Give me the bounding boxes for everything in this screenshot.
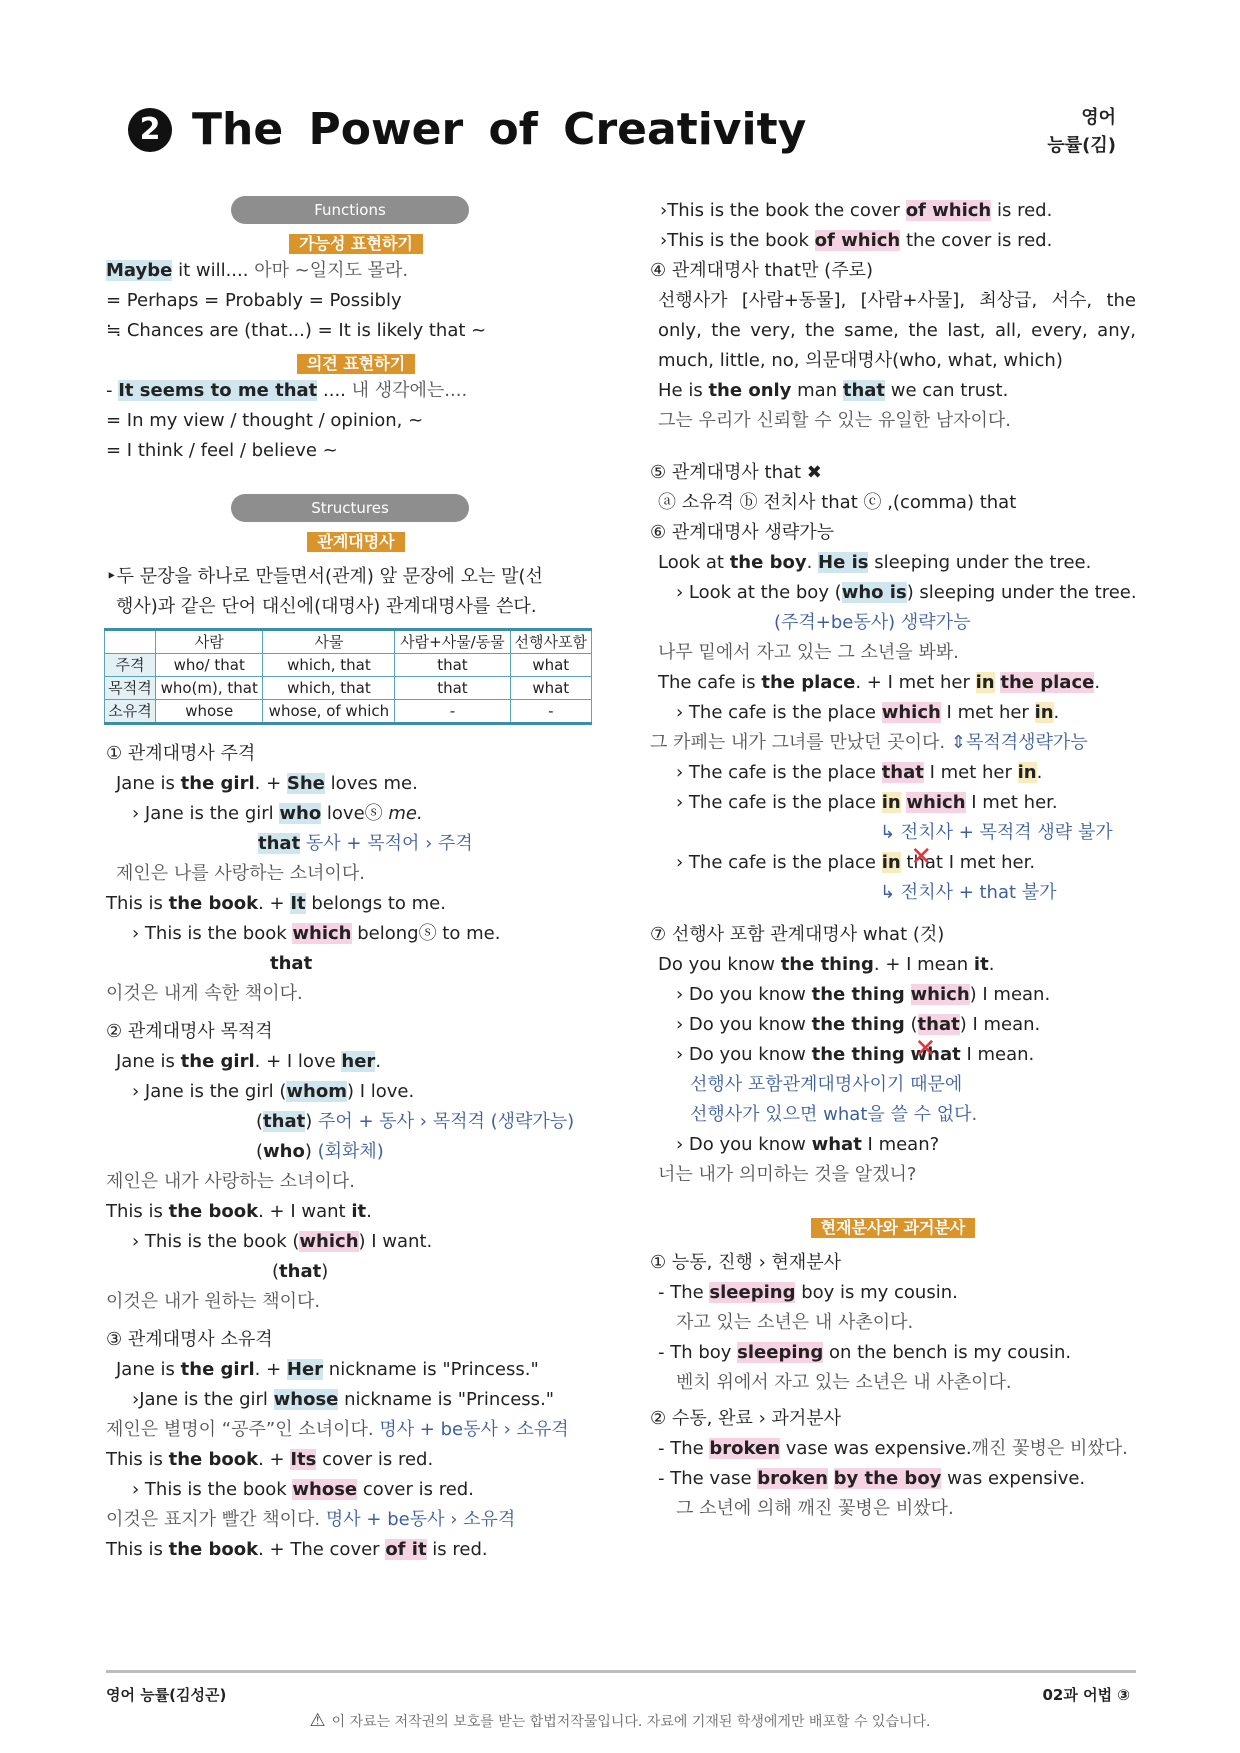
text-line: › The cafe is the place in which I met her. xyxy=(676,792,1058,813)
table-row: 사람 사물 사람+사물/동물 선행사포함 xyxy=(105,630,592,654)
text-line: ‣두 문장을 하나로 만들면서(관계) 앞 문장에 오는 말(선 xyxy=(106,566,543,587)
subject-label xyxy=(1047,104,1116,160)
text-paragraph: 선행사가 [사람+동물], [사람+사물], 최상급, 서수, the only, the very, the same, the last, all, every, any, much, little, no, 의문대명사(who, what, which) xyxy=(658,290,1136,371)
text-line: 이것은 표지가 빨간 책이다. 명사 + be동사 › 소유격 xyxy=(106,1509,516,1530)
warning-icon: ⚠ xyxy=(309,1710,326,1731)
point-heading: ③ 관계대명사 소유격 xyxy=(106,1329,273,1350)
point-heading: ② 수동, 완료 › 과거분사 xyxy=(650,1408,842,1429)
text-line: › Do you know the thing (that) I mean. xyxy=(676,1014,1041,1035)
text-line: › This is the book whose cover is red. xyxy=(132,1479,474,1500)
text-line: 선행사 포함관계대명사이기 때문에 xyxy=(690,1074,963,1095)
text-line: Maybe it will.... 아마 ~일지도 몰라. xyxy=(106,260,409,281)
structures-pill: Structures xyxy=(231,494,469,522)
text-line: (주격+be동사) 생략가능 xyxy=(774,612,971,633)
section-label: 현재분사와 과거분사 xyxy=(811,1218,976,1238)
section-label: 의견 표현하기 xyxy=(297,354,415,374)
table-row: 소유격 whose whose, of which - - xyxy=(105,700,592,724)
page-title: The Power of Creativity xyxy=(192,104,807,155)
text-line: - The broken vase was expensive.깨진 꽃병은 비쌌다. xyxy=(658,1438,1128,1459)
text-line: - The sleeping boy is my cousin. xyxy=(658,1282,958,1303)
text-line: Jane is the girl. + She loves me. xyxy=(116,773,418,794)
relative-pronoun-table xyxy=(104,628,592,725)
text-line: › Do you know what I mean? xyxy=(676,1134,940,1155)
text-line: Do you know the thing. + I mean it. xyxy=(658,954,995,975)
text-line: 선행사가 있으면 what을 쓸 수 없다. xyxy=(690,1104,978,1125)
table-row: 목적격 who(m), that which, that that what xyxy=(105,677,592,700)
text-line: 행사)과 같은 단어 대신에(대명사) 관계대명사를 쓴다. xyxy=(116,596,537,617)
point-heading: ② 관계대명사 목적격 xyxy=(106,1021,273,1042)
text-line: ›This is the book the cover of which is red. xyxy=(660,200,1053,221)
text-line: The cafe is the place. + I met her in the place. xyxy=(658,672,1101,693)
footer-left: 영어 능률(김성곤) xyxy=(106,1686,227,1704)
text-line: › Do you know the thing which) I mean. xyxy=(676,984,1051,1005)
crossed-out-word: what ✕ xyxy=(911,1040,961,1070)
text-line: = In my view / thought / opinion, ~ xyxy=(106,410,424,431)
text-line: 제인은 내가 사랑하는 소녀이다. xyxy=(106,1171,355,1192)
right-column xyxy=(650,196,1136,1524)
text-line: › This is the book (which) I want. xyxy=(132,1231,433,1252)
text-line: - It seems to me that .... 내 생각에는.... xyxy=(106,380,468,401)
text-line: - The vase broken by the boy was expensive. xyxy=(658,1468,1086,1489)
text-line: This is the book. + The cover of it is red. xyxy=(106,1539,488,1560)
subject-name: 영어 xyxy=(1081,107,1116,128)
text-line: This is the book. + It belongs to me. xyxy=(106,893,446,914)
text-line: = I think / feel / believe ~ xyxy=(106,440,338,461)
point-heading: ⑥ 관계대명사 생략가능 xyxy=(650,522,835,543)
footer-divider xyxy=(106,1670,1136,1673)
text-line: › The cafe is the place that I met her in. xyxy=(676,762,1043,783)
text-line: (that) 주어 + 동사 › 목적격 (생략가능) xyxy=(256,1111,575,1132)
text-line: ›Jane is the girl whose nickname is "Princess." xyxy=(132,1389,555,1410)
point-heading: ① 관계대명사 주격 xyxy=(106,743,256,764)
text-line: He is the only man that we can trust. xyxy=(658,380,1009,401)
text-line: › Jane is the girl who loveⓢ me. xyxy=(132,803,423,824)
text-line: that xyxy=(270,953,313,974)
text-line: Jane is the girl. + I love her. xyxy=(116,1051,382,1072)
text-line: 이것은 내게 속한 책이다. xyxy=(106,983,303,1004)
text-line: › Do you know the thing what ✕ I mean. xyxy=(650,1040,1136,1070)
point-heading: ④ 관계대명사 that만 (주로) xyxy=(650,260,874,281)
copyright-notice: ⚠ 이 자료는 저작권의 보호를 받는 합법저작물입니다. 자료에 기재된 학생에게만 배포할 수 있습니다. xyxy=(309,1710,931,1731)
lesson-number: 2 xyxy=(128,108,172,152)
functions-pill: Functions xyxy=(231,196,469,224)
textbook-name: 능률(김) xyxy=(1047,135,1116,156)
text-line: 제인은 별명이 “공주”인 소녀이다. 명사 + be동사 › 소유격 xyxy=(106,1419,569,1440)
text-line: 나무 밑에서 자고 있는 그 소년을 봐봐. xyxy=(658,642,959,663)
text-line: Look at the boy. He is sleeping under the tree. xyxy=(658,552,1092,573)
text-line: (that) xyxy=(272,1261,329,1282)
text-line: ≒ Chances are (that...) = It is likely that ~ xyxy=(106,320,487,341)
point-heading: ⑦ 선행사 포함 관계대명사 what (것) xyxy=(650,924,945,945)
text-line: ⓐ 소유격 ⓑ 전치사 that ⓒ ,(comma) that xyxy=(658,492,1017,513)
footer-right: 02과 어법 ③ xyxy=(1042,1686,1130,1704)
text-line: 제인은 나를 사랑하는 소녀이다. xyxy=(116,863,365,884)
text-line: 그 카페는 내가 그녀를 만났던 곳이다. ⇕목적격생략가능 xyxy=(650,732,1088,753)
point-heading: ⑤ 관계대명사 that ✖ xyxy=(650,462,822,483)
text-line: 벤치 위에서 자고 있는 소년은 내 사촌이다. xyxy=(676,1372,1012,1393)
text-line: - Th boy sleeping on the bench is my cousin. xyxy=(658,1342,1072,1363)
table-row: 주격 who/ that which, that that what xyxy=(105,654,592,677)
text-line: 이것은 내가 원하는 책이다. xyxy=(106,1291,321,1312)
text-line: (who) (회화체) xyxy=(256,1141,384,1162)
text-line: ›This is the book of which the cover is red. xyxy=(660,230,1053,251)
text-line: › The cafe is the place which I met her in. xyxy=(676,702,1060,723)
text-line: 그는 우리가 신뢰할 수 있는 유일한 남자이다. xyxy=(658,410,1012,431)
left-column xyxy=(106,196,606,1565)
text-line: Jane is the girl. + Her nickname is "Princess." xyxy=(116,1359,539,1380)
text-line: › Look at the boy (who is) sleeping under the tree. xyxy=(676,582,1137,603)
point-heading: ① 능동, 진행 › 현재분사 xyxy=(650,1252,842,1273)
crossed-out-word: that ✕ xyxy=(906,848,943,878)
text-line: › The cafe is the place in that ✕ I met her. xyxy=(650,848,1136,878)
text-line: This is the book. + I want it. xyxy=(106,1201,372,1222)
text-line: 그 소년에 의해 깨진 꽃병은 비쌌다. xyxy=(676,1498,954,1519)
title-block xyxy=(128,104,806,155)
text-line: This is the book. + Its cover is red. xyxy=(106,1449,434,1470)
section-label: 가능성 표현하기 xyxy=(289,234,423,254)
text-line: 자고 있는 소년은 내 사촌이다. xyxy=(676,1312,914,1333)
text-line: › Jane is the girl (whom) I love. xyxy=(132,1081,415,1102)
text-line: ↳ 전치사 + that 불가 xyxy=(880,882,1057,903)
text-line: 너는 내가 의미하는 것을 알겠니? xyxy=(658,1164,917,1185)
section-label: 관계대명사 xyxy=(307,532,404,552)
text-line: ↳ 전치사 + 목적격 생략 불가 xyxy=(880,822,1113,843)
text-line: › This is the book which belongⓢ to me. xyxy=(132,923,501,944)
text-line: = Perhaps = Probably = Possibly xyxy=(106,290,402,311)
text-line: that 동사 + 목적어 › 주격 xyxy=(258,833,473,854)
